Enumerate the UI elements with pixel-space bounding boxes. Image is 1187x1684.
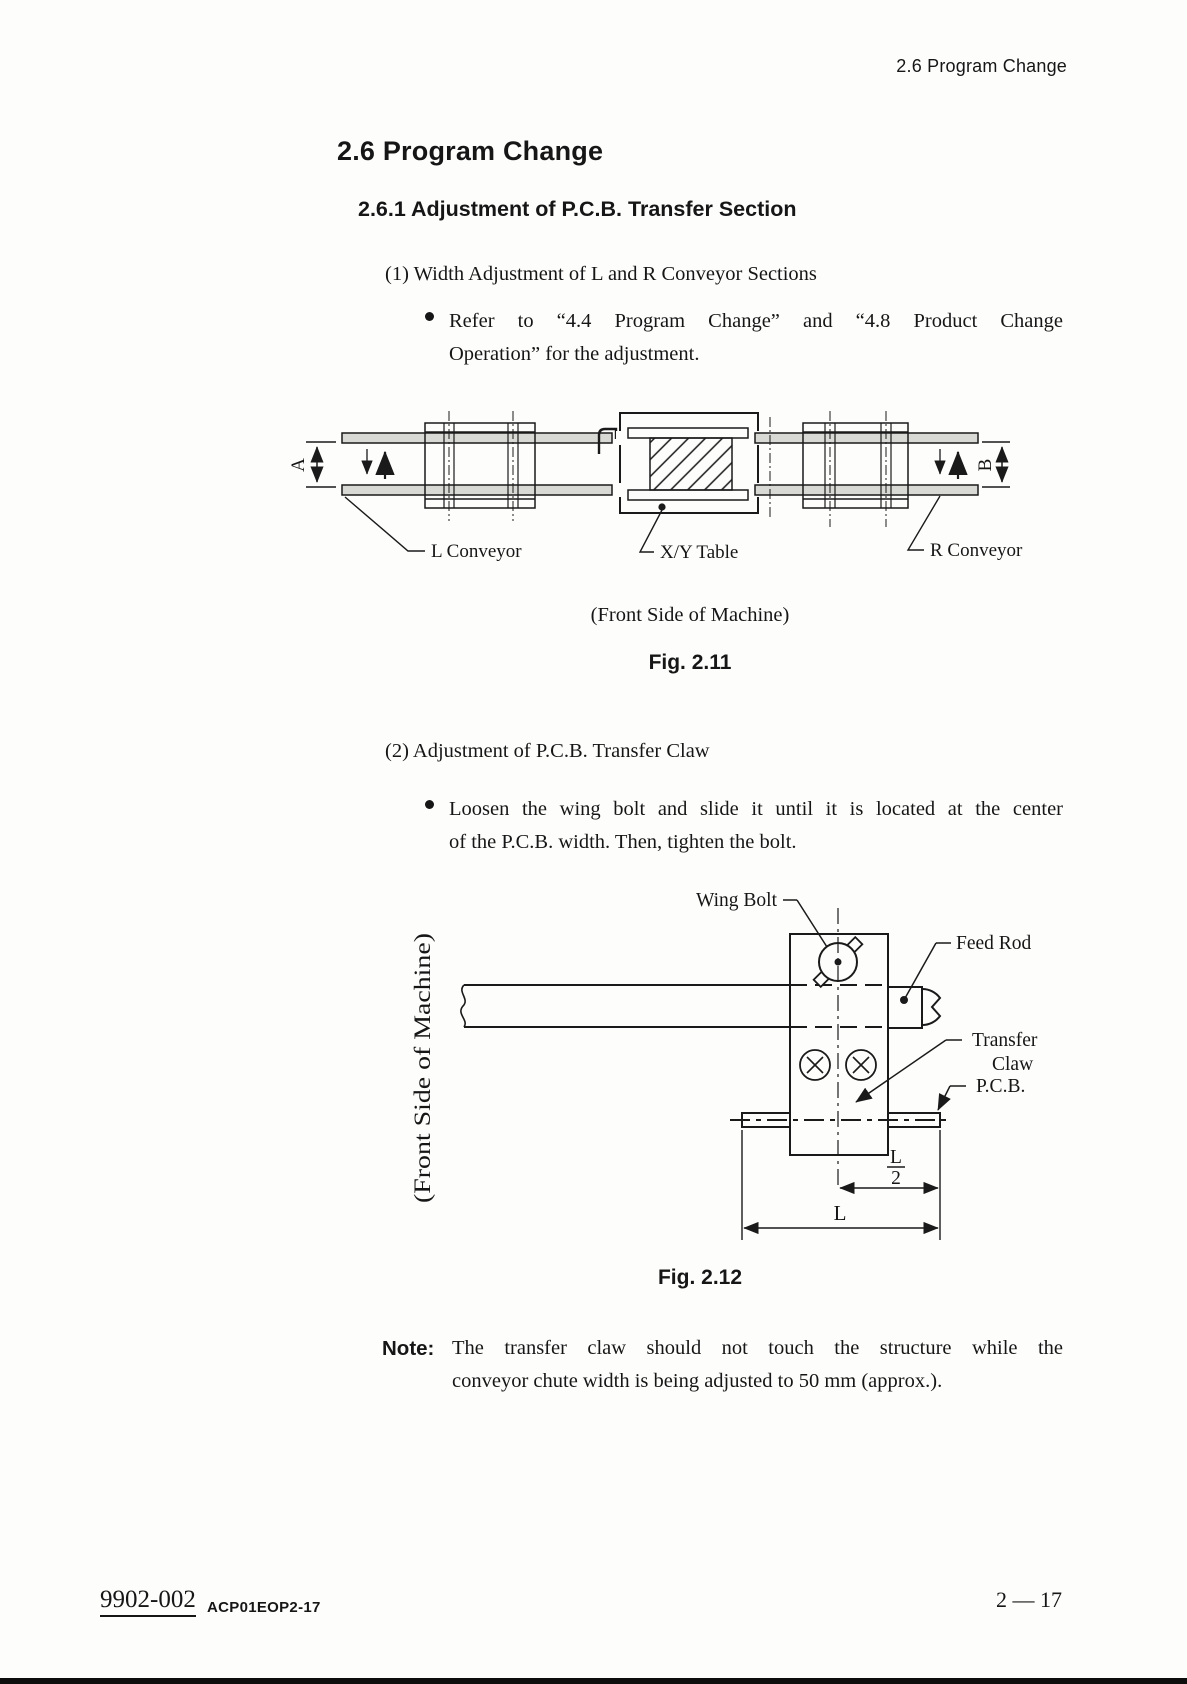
footer-page-number: 2 — 17: [996, 1587, 1062, 1612]
figure-2-11-drawing: [268, 375, 1038, 570]
feed-rod-leader-dot: [900, 996, 908, 1004]
wing-bolt-label: Wing Bolt: [695, 890, 777, 911]
running-header: 2.6 Program Change: [896, 56, 1067, 76]
note-text: [452, 1332, 1063, 1398]
xy-table-label: X/Y Table: [660, 542, 739, 563]
figure-2-11-caption: Fig. 2.11: [648, 651, 732, 674]
dim-l-label: L: [833, 1201, 847, 1225]
l-conveyor-label: L Conveyor: [431, 541, 522, 562]
note-text-line1: The transfer claw should not touch the structure while the: [452, 1337, 1063, 1359]
footer-doc-code: ACP01EOP2-17: [207, 1599, 321, 1616]
r-conveyor-label: R Conveyor: [930, 540, 1023, 561]
xy-table-hatched-block: [650, 438, 732, 490]
front-side-rotated-label: (Front Side of Machine): [410, 980, 435, 1203]
figure-2-12-caption: Fig. 2.12: [657, 1266, 743, 1289]
item1-bullet-line2: Operation” for the adjustment.: [449, 343, 700, 365]
pcb-label: P.C.B.: [976, 1076, 1026, 1097]
item1-heading: (1) Width Adjustment of L and R Conveyor Sections: [385, 263, 817, 285]
dim-a-label: A: [288, 458, 309, 472]
bullet-dot: [425, 800, 434, 809]
item2-heading: (2) Adjustment of P.C.B. Transfer Claw: [385, 740, 710, 762]
rod-break-squiggle: [461, 985, 465, 1027]
pcb-leader: [938, 1086, 950, 1110]
item2-bullet-line1: Loosen the wing bolt and slide it until it is located at the center: [449, 798, 1063, 820]
page-bottom-edge: [0, 1678, 1187, 1684]
footer-doc-number: 9902-002: [100, 1586, 196, 1617]
section-title: 2.6 Program Change: [337, 136, 604, 166]
item2-bullet-line2: of the P.C.B. width. Then, tighten the bolt.: [449, 831, 797, 853]
l-conveyor-leader: [345, 497, 425, 551]
transfer-claw-diagram: [461, 934, 940, 1155]
item1-bullet: [449, 305, 1063, 371]
subsection-title: 2.6.1 Adjustment of P.C.B. Transfer Section: [358, 197, 797, 221]
dim-l-half-denominator: 2: [891, 1168, 901, 1189]
note: [382, 1332, 1072, 1398]
note-label: Note:: [382, 1337, 435, 1360]
dim-l-half-numerator: L: [890, 1147, 902, 1168]
bullet-dot: [425, 312, 434, 321]
xy-table-leader: [640, 510, 662, 552]
note-text-line2: conveyor chute width is being adjusted to 50 mm (approx.).: [452, 1370, 943, 1392]
transfer-claw-label-line1: Transfer: [972, 1030, 1038, 1051]
item1-bullet-line1: Refer to “4.4 Program Change” and “4.8 Product Change: [449, 310, 1063, 332]
dim-b-label: B: [975, 458, 996, 472]
xy-table-leader-dot: [658, 503, 665, 510]
transfer-claw-label-line2: Claw: [992, 1054, 1034, 1075]
item2-bullet: [449, 793, 1063, 859]
feed-rod-label: Feed Rod: [956, 933, 1032, 954]
figure-2-11-subcaption: (Front Side of Machine): [590, 604, 790, 626]
figure-2-12-drawing: [380, 858, 1060, 1258]
